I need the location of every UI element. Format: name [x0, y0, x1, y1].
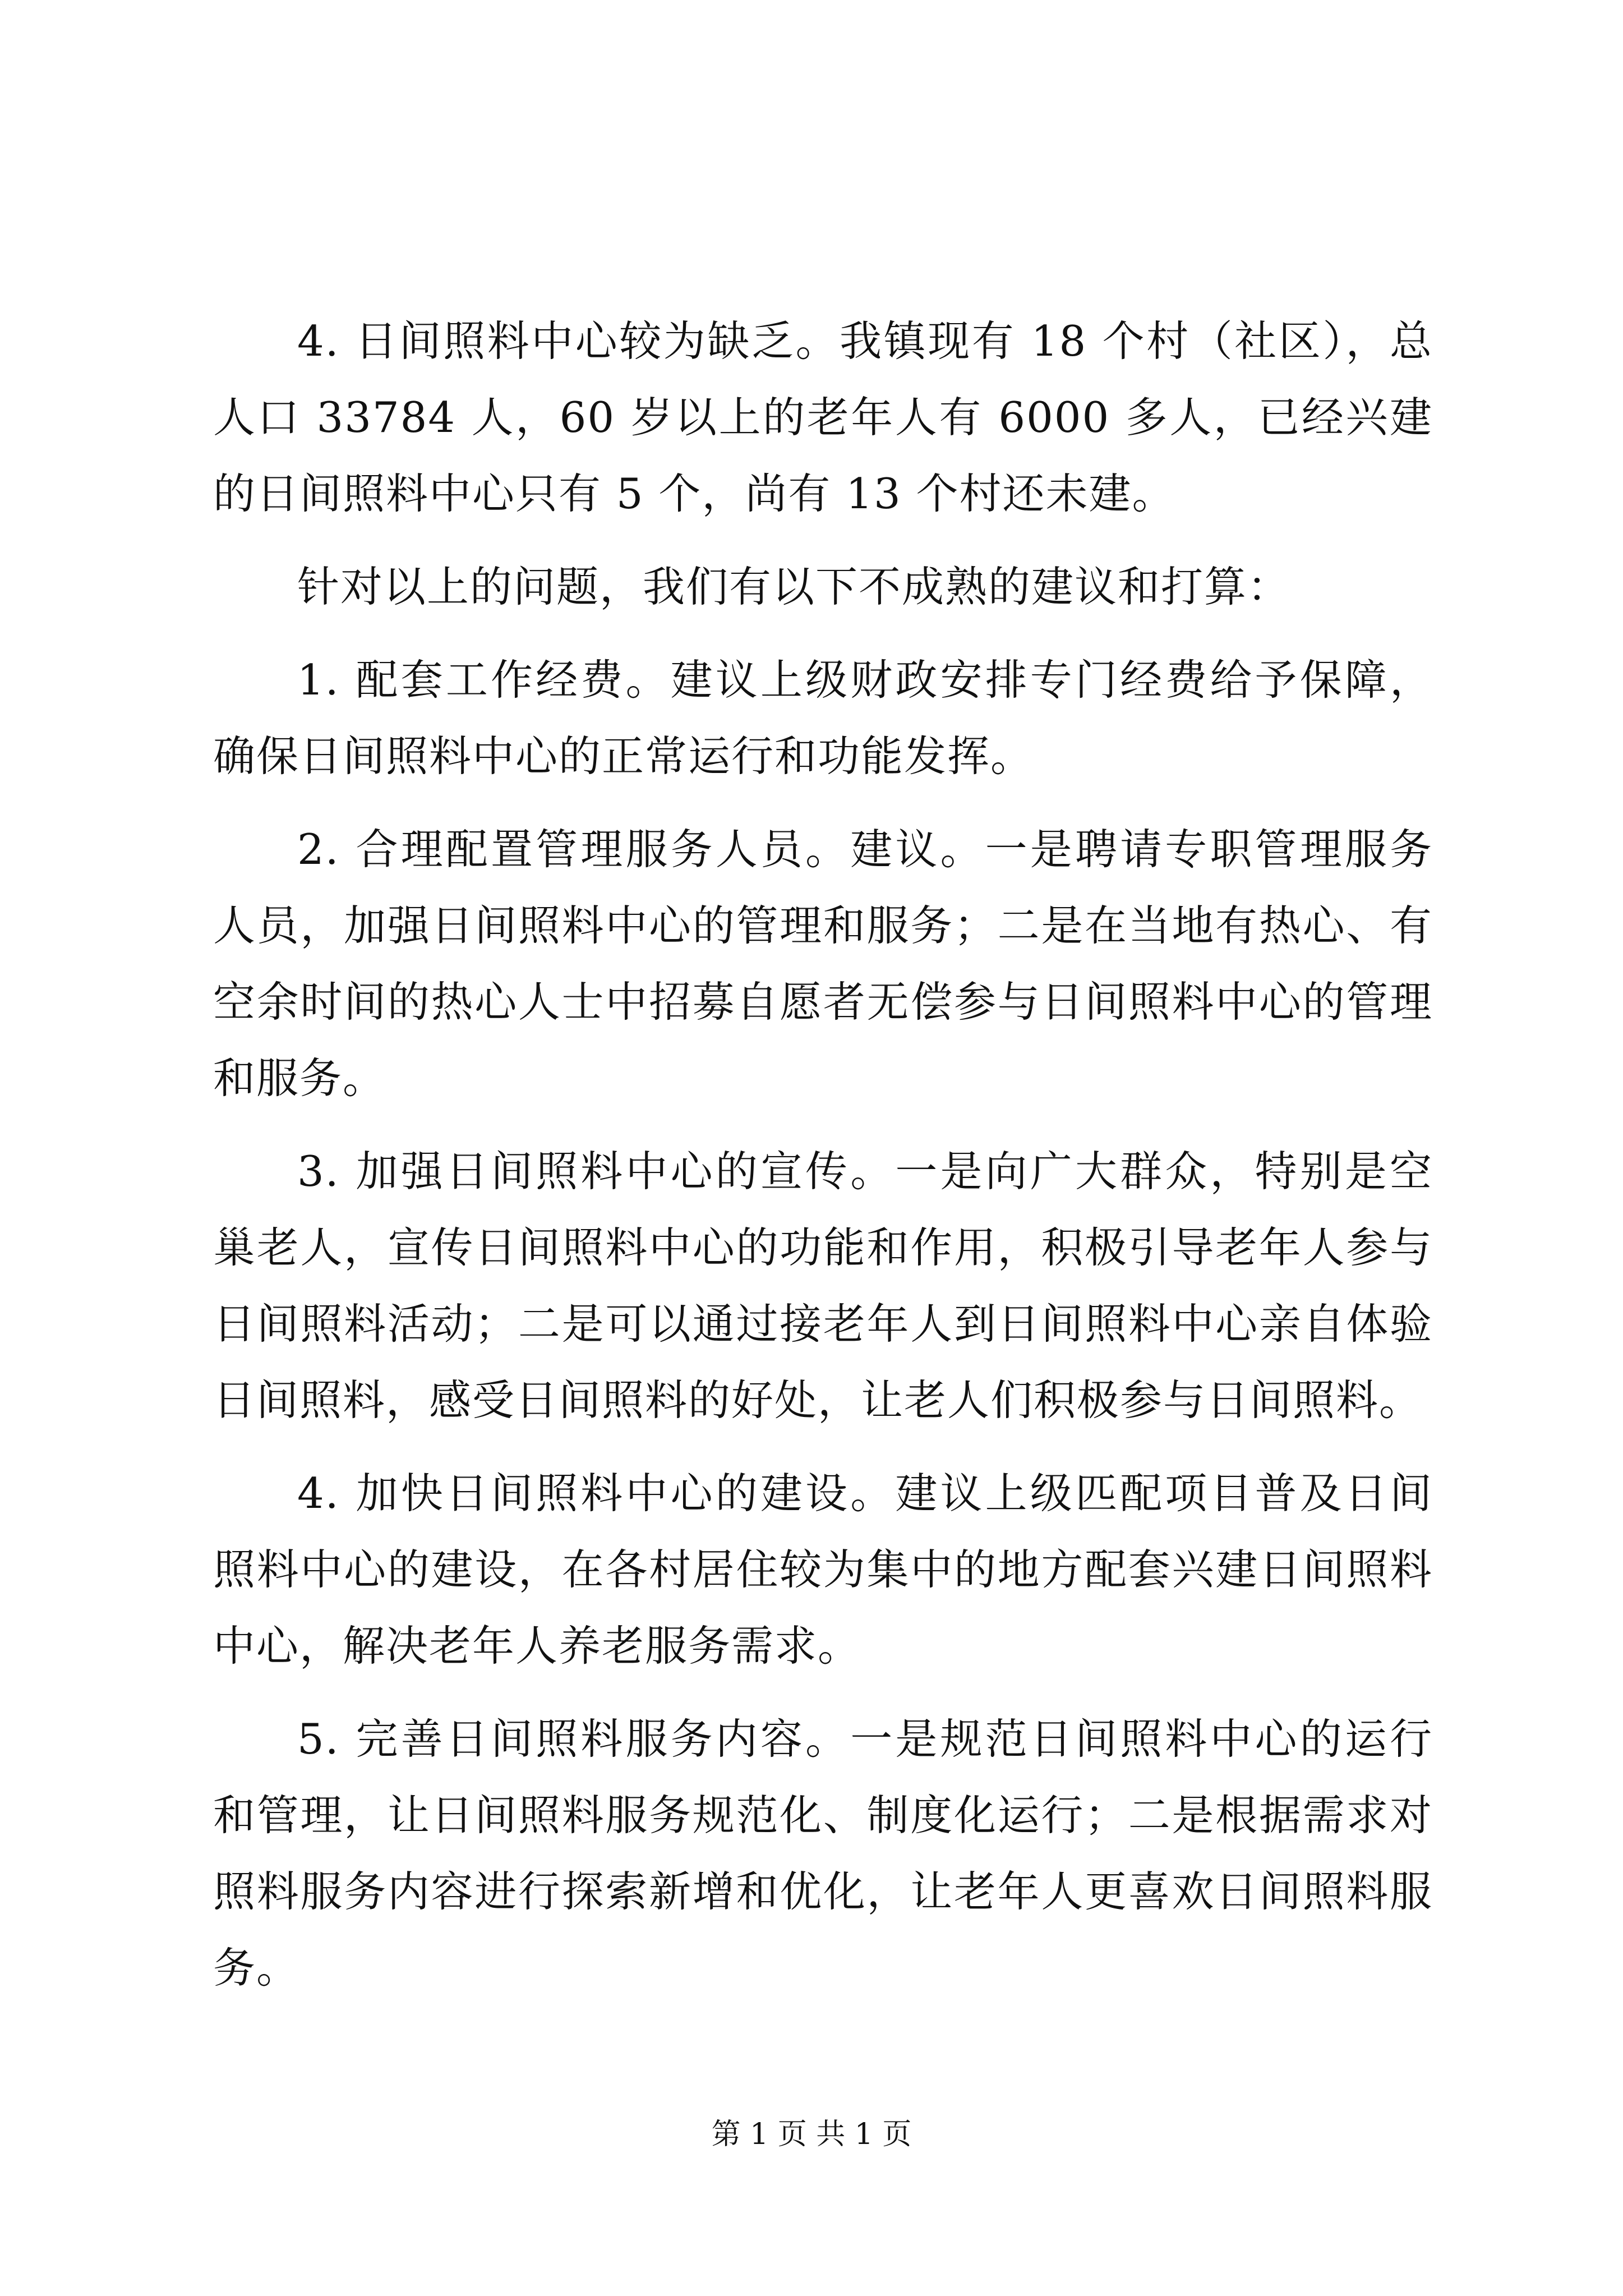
page-number-label: 第 1 页 共 1 页: [711, 2118, 912, 2151]
document-body: [213, 303, 1433, 2023]
paragraph-suggestion-staffing: 2. 合理配置管理服务人员。建议。一是聘请专职管理服务人员，加强日间照料中心的管理和服务；二是在当地有热心、有空余时间的热心人士中招募自愿者无偿参与日间照料中心的管理和服务。: [213, 825, 1433, 1103]
paragraph-day-care-shortage: 4. 日间照料中心较为缺乏。我镇现有 18 个村（社区），总人口 33784 人，60 岁以上的老年人有 6000 多人，已经兴建的日间照料中心只有 5 个，尚有 13 个村还未建。: [213, 316, 1433, 518]
paragraph-suggestion-service-content: 5. 完善日间照料服务内容。一是规范日间照料中心的运行和管理，让日间照料服务规范化、制度化运行；二是根据需求对照料服务内容进行探索新增和优化，让老年人更喜欢日间照料服务。: [213, 1714, 1433, 1993]
paragraph-suggestions-intro: 针对以上的问题，我们有以下不成熟的建议和打算：: [297, 562, 1291, 611]
paragraph-suggestion-funding: 1. 配套工作经费。建议上级财政安排专门经费给予保障，确保日间照料中心的正常运行和功能发挥。: [213, 655, 1433, 781]
paragraph-suggestion-construction: 4. 加快日间照料中心的建设。建议上级匹配项目普及日间照料中心的建设，在各村居住较为集中的地方配套兴建日间照料中心，解决老年人养老服务需求。: [213, 1469, 1433, 1671]
paragraph-suggestion-publicity: 3. 加强日间照料中心的宣传。一是向广大群众，特别是空巢老人，宣传日间照料中心的功能和作用，积极引导老年人参与日间照料活动；二是可以通过接老年人到日间照料中心亲自体验日间照料，感受日间照料的好处，让老人们积极参与日间照料。: [213, 1147, 1433, 1425]
page-footer: [0, 2115, 1623, 2154]
